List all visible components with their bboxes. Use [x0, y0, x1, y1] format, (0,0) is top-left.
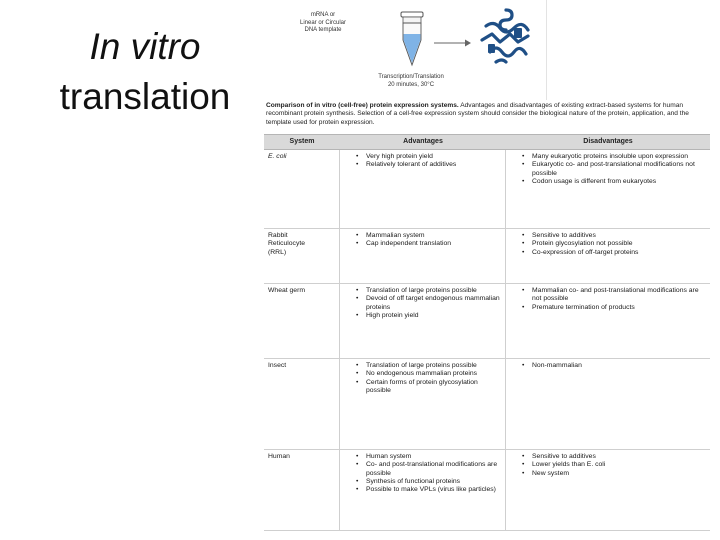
list-item: • Co-expression of off-target proteins [532, 249, 706, 257]
disadvantages-cell [506, 150, 710, 228]
disadvantages-cell [506, 229, 710, 283]
disadvantages-cell [506, 359, 710, 449]
advantages-cell [340, 150, 506, 228]
list-item: • Premature termination of products [532, 304, 706, 312]
figure-caption [356, 74, 466, 89]
header-advantages: Advantages [403, 138, 443, 145]
list-item: • Human system [366, 453, 501, 461]
list-item: • Very high protein yield [366, 153, 501, 161]
table-caption-title: Comparison of in vitro (cell-free) protein expression systems. [266, 102, 459, 109]
table-row [264, 359, 710, 450]
figure-caption-line-2: 20 minutes, 30°C [387, 81, 435, 88]
header-disadvantages: Disadvantages [583, 138, 633, 145]
table-body [264, 150, 710, 531]
list-item: • Sensitive to additives [532, 453, 706, 461]
table-row [264, 150, 710, 229]
figure-caption-line-1: Transcription/Translation [378, 74, 444, 80]
list-item: • Translation of large proteins possible [366, 362, 501, 370]
list-item: • Non-mammalian [532, 362, 706, 370]
advantages-cell [340, 229, 506, 283]
list-item: • Relatively tolerant of additives [366, 161, 501, 169]
advantages-cell [340, 450, 506, 530]
list-item: • Protein glycosylation not possible [532, 240, 706, 248]
table-caption-body: Advantages and disadvantages of existing extract-based systems for human recombinant protein synthesis. Selection of a cell-free expression system should consider the biological nature of the protein, application, and the template used for protein expression. [266, 102, 689, 126]
template-label [286, 12, 360, 35]
list-item: • Many eukaryotic proteins insoluble upon expression [532, 153, 706, 161]
system-cell: Wheat germ [264, 284, 340, 358]
advantages-cell [340, 359, 506, 449]
header-system: System [289, 138, 315, 145]
table-row [264, 229, 710, 284]
system-cell: Insect [264, 359, 340, 449]
list-item: • Co- and post-translational modifications are possible [366, 461, 501, 478]
test-tube-icon [398, 10, 426, 70]
slide-title-line-2: translation [59, 76, 231, 117]
list-item: • Sensitive to additives [532, 232, 706, 240]
list-item: • Mammalian system [366, 232, 501, 240]
list-item: • No endogenous mammalian proteins [366, 370, 501, 378]
system-cell: Rabbit Reticulocyte (RRL) [264, 229, 340, 283]
list-item: • Translation of large proteins possible [366, 287, 501, 295]
system-cell: Human [264, 450, 340, 530]
disadvantages-list [510, 362, 706, 370]
system-cell: E. coli [264, 150, 340, 228]
disadvantages-list [510, 453, 706, 478]
slide-title [40, 22, 250, 122]
disadvantages-list [510, 153, 706, 186]
template-label-line-1: mRNA or [310, 12, 336, 18]
list-item: • Synthesis of functional proteins [366, 478, 501, 486]
advantages-list [344, 153, 501, 170]
list-item: • New system [532, 470, 706, 478]
template-label-line-2: Linear or Circular [299, 19, 347, 26]
list-item: • High protein yield [366, 312, 501, 320]
slide-title-line-1: In vitro [89, 26, 201, 67]
protein-structure-icon [476, 6, 534, 66]
list-item: • Mammalian co- and post-translational modifications are not possible [532, 287, 706, 304]
template-label-line-3: DNA template [304, 27, 342, 33]
advantages-list [344, 362, 501, 395]
list-item: • Eukaryotic co- and post-translational modifications not possible [532, 161, 706, 178]
disadvantages-cell [506, 450, 710, 530]
list-item: • Devoid of off target endogenous mammalian proteins [366, 295, 501, 312]
disadvantages-list [510, 287, 706, 312]
advantages-list [344, 232, 501, 249]
table-caption [264, 100, 710, 134]
comparison-table [264, 100, 710, 540]
list-item: • Certain forms of protein glycosylation possible [366, 379, 501, 396]
table-row [264, 284, 710, 359]
table-header-row [264, 134, 710, 150]
list-item: • Cap independent translation [366, 240, 501, 248]
advantages-cell [340, 284, 506, 358]
list-item: • Possible to make VPLs (virus like particles) [366, 486, 501, 494]
table-row [264, 450, 710, 531]
expression-figure [264, 0, 547, 100]
disadvantages-cell [506, 284, 710, 358]
list-item: • Codon usage is different from eukaryotes [532, 178, 706, 186]
disadvantages-list [510, 232, 706, 257]
list-item: • Lower yields than E. coli [532, 461, 706, 469]
advantages-list [344, 287, 501, 320]
advantages-list [344, 453, 501, 494]
arrow-icon [432, 38, 472, 48]
